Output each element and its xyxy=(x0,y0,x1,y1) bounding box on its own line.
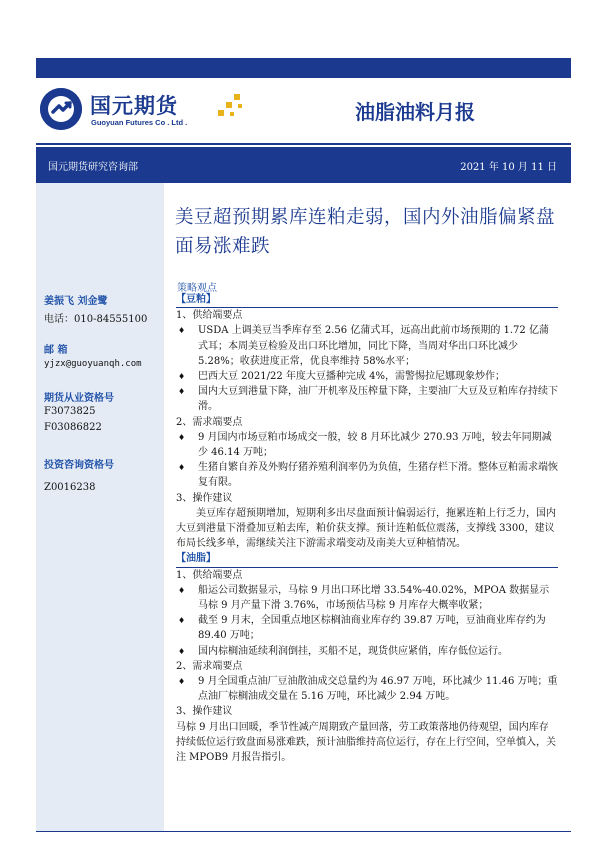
list-item: ♦ 9 月全国重点油厂豆油散油成交总量约为 46.97 万吨，环比减少 11.46 万吨；重点油厂棕榈油成交量在 5.16 万吨，环比减少 2.94 万吨。 xyxy=(176,674,558,704)
list-item: ♦ 国内棕榈油延续利润倒挂，买船不足，现货供应紧俏，库存低位运行。 xyxy=(176,644,558,659)
top-banner xyxy=(36,58,571,78)
email-heading: 邮 箱 xyxy=(44,345,68,356)
futures-qualification-1: F3073825 xyxy=(44,406,96,417)
investment-qualification-heading: 投资咨询资格号 xyxy=(44,460,114,471)
list-item: ♦ USDA 上调美豆当季库存至 2.56 亿蒲式耳，远高出此前市场预期的 1.72 亿蒲式耳；本周美豆检验及出口环比增加，同比下降，当周对华出口环比减少 5.28%；收获进度正常，优良率维持 58%水平； xyxy=(176,323,558,369)
department-bar xyxy=(36,147,571,183)
strategy-content xyxy=(176,292,558,765)
oils-advice-heading: 3、操作建议 xyxy=(176,706,233,718)
analyst-sidebar xyxy=(36,183,164,831)
list-item: ♦ 截至 9 月末，全国重点地区棕榈油商业库存约 39.87 万吨，豆油商业库存约为 89.40 万吨； xyxy=(176,613,558,643)
company-name-en: Guoyuan Futures Co . Ltd . xyxy=(91,118,188,127)
footer-divider xyxy=(36,831,571,832)
list-item: ♦ 国内大豆到港量下降，油厂开机率及压榨量下降，主要油厂大豆及豆粕库存持续下滑。 xyxy=(176,384,558,414)
email-address: yjzx@guoyuanqh.com xyxy=(44,359,142,369)
futures-qualification-2: F03086822 xyxy=(44,422,102,433)
soymeal-advice-heading: 3、操作建议 xyxy=(176,492,233,504)
logo-dots-icon xyxy=(218,94,248,124)
phone-number: 电话：010-84555100 xyxy=(44,314,148,325)
list-item: ♦ 船运公司数据显示，马棕 9 月出口环比增 33.54%-40.02%，MPOA 数据显示马棕 9 月产量下滑 3.76%，市场预估马棕 9 月库存大概率收紧； xyxy=(176,583,558,613)
report-title: 油脂油料月报 xyxy=(355,100,475,124)
list-item: ♦ 9 月国内市场豆粕市场成交一般，较 8 月环比减少 270.93 万吨，较去年同期减少 46.14 万吨； xyxy=(176,430,558,460)
oils-tag: 【油脂】 xyxy=(176,553,216,565)
soymeal-supply-heading: 1、供给端要点 xyxy=(176,310,243,322)
list-item: ♦ 生猪自繁自养及外购仔猪养殖利润率仍为负值，生猪存栏下滑。整体豆粕需求端恢复有限。 xyxy=(176,460,558,490)
soymeal-advice: 美豆库存超预期增加，短期利多出尽盘面预计偏弱运行，拖累连粕上行乏力，国内大豆到港量下滑叠加豆粕去库，粕价获支撑。预计连粕低位震荡，支撑线 3300，建议布局长线多单，需继续关注下游需求端变动及南美大豆种植情况。 xyxy=(176,507,556,550)
futures-qualification-heading: 期货从业资格号 xyxy=(44,393,114,404)
company-logo xyxy=(40,88,270,136)
oils-demand-heading: 2、需求端要点 xyxy=(176,660,243,672)
logo-emblem-icon xyxy=(40,88,82,130)
soymeal-tag: 【豆粕】 xyxy=(176,294,216,305)
report-date: 2021 年 10 月 11 日 xyxy=(460,162,557,173)
list-item: ♦ 巴西大豆 2021/22 年度大豆播种完成 4%，需警惕拉尼娜现象炒作； xyxy=(176,369,558,384)
investment-qualification: Z0016238 xyxy=(44,482,96,493)
oils-supply-heading: 1、供给端要点 xyxy=(176,569,243,581)
company-name-cn: 国元期货 xyxy=(90,94,178,118)
header-divider xyxy=(36,143,571,145)
strategy-section-label: 策略观点 xyxy=(177,283,217,294)
oils-advice: 马棕 9 月出口回暖，季节性减产周期致产量回落，劳工政策落地仍待观望，国内库存持续低位运行致盘面易涨难跌，预计油脂维持高位运行，存在上行空间，空单慎入，关注 MPOB9 月报告指引。 xyxy=(176,721,556,764)
page-title: 美豆超预期累库连粕走弱，国内外油脂偏紧盘面易涨难跌 xyxy=(175,207,556,257)
soymeal-demand-heading: 2、需求端要点 xyxy=(176,416,243,428)
department-name: 国元期货研究咨询部 xyxy=(48,162,138,173)
author-names: 姜振飞 刘金鹭 xyxy=(44,296,108,307)
